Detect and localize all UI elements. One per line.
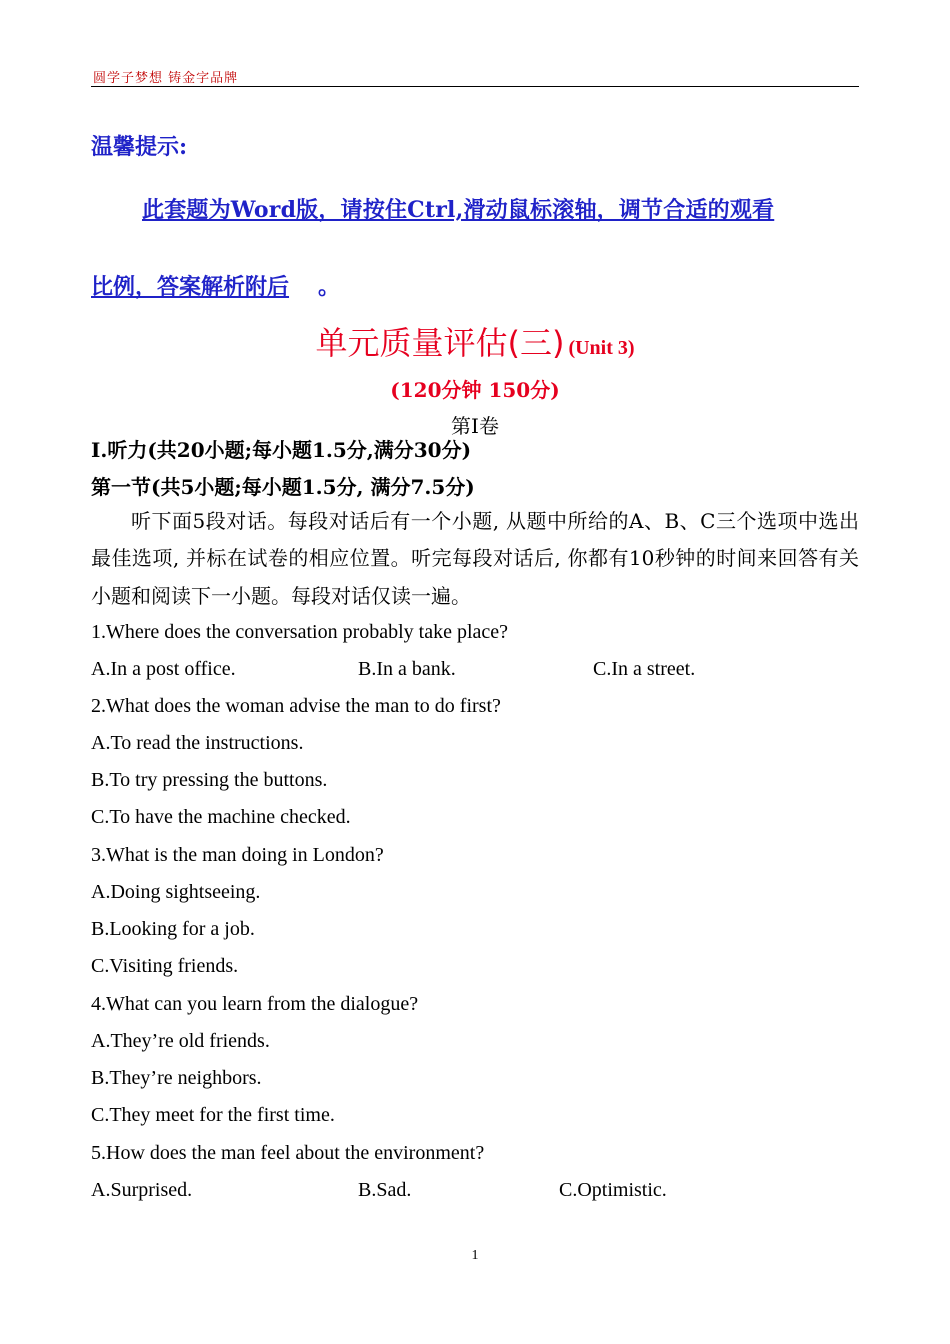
tip-line-1: 此套题为Word版，请按住Ctrl,滑动鼠标滚轴，调节合适的观看 <box>142 197 775 223</box>
option-c: C.Visiting friends. <box>91 955 239 977</box>
option-c: C.In a street. <box>593 658 696 680</box>
option-b: B.To try pressing the buttons. <box>91 769 328 791</box>
question-stem: 3.What is the man doing in London? <box>91 844 384 866</box>
option-a: A.Surprised. <box>91 1179 193 1201</box>
page-header <box>91 66 859 87</box>
volume-label: 第Ⅰ卷 <box>451 414 499 438</box>
question-stem: 5.How does the man feel about the environment? <box>91 1142 485 1164</box>
question-stem: 2.What does the woman advise the man to do first? <box>91 695 501 717</box>
instructions-paragraph: 听下面5段对话。每段对话后有一个小题, 从题中所给的A、B、C三个选项中选出最佳选项, 并标在试卷的相应位置。听完每段对话后, 你都有10秒钟的时间来回答有关小题和阅读下一小题。每段对话仅读一遍。 <box>91 509 859 608</box>
option-a: A.In a post office. <box>91 658 236 680</box>
option-a: A.To read the instructions. <box>91 732 304 754</box>
tip-title: 温馨提示: <box>91 134 188 160</box>
option-b: B.In a bank. <box>358 658 456 680</box>
option-b: B.Sad. <box>358 1179 412 1201</box>
section-heading: I.听力(共20小题;每小题1.5分,满分30分) <box>91 438 472 462</box>
header-slogan: 圆学子梦想 铸金字品牌 <box>93 71 239 86</box>
tip-line-2: 比例，答案解析附后 <box>91 274 290 300</box>
tip-line-2-tail: 。 <box>318 274 341 300</box>
option-b: B.They’re neighbors. <box>91 1067 262 1089</box>
exam-title <box>0 318 950 364</box>
question-stem: 4.What can you learn from the dialogue? <box>91 993 419 1015</box>
part-heading: 第一节(共5小题;每小题1.5分, 满分7.5分) <box>91 475 475 499</box>
option-b: B.Looking for a job. <box>91 918 255 940</box>
option-a: A.They’re old friends. <box>91 1030 270 1052</box>
exam-time-score: (120分钟 150分) <box>390 378 560 402</box>
option-c: C.Optimistic. <box>559 1179 667 1201</box>
option-c: C.They meet for the first time. <box>91 1104 335 1126</box>
option-a: A.Doing sightseeing. <box>91 881 261 903</box>
option-c: C.To have the machine checked. <box>91 806 351 828</box>
exam-title-unit: (Unit 3) <box>568 337 635 359</box>
page-number: 1 <box>471 1248 479 1263</box>
question-stem: 1.Where does the conversation probably take place? <box>91 621 509 643</box>
exam-title-main: 单元质量评估(三) <box>315 324 565 362</box>
